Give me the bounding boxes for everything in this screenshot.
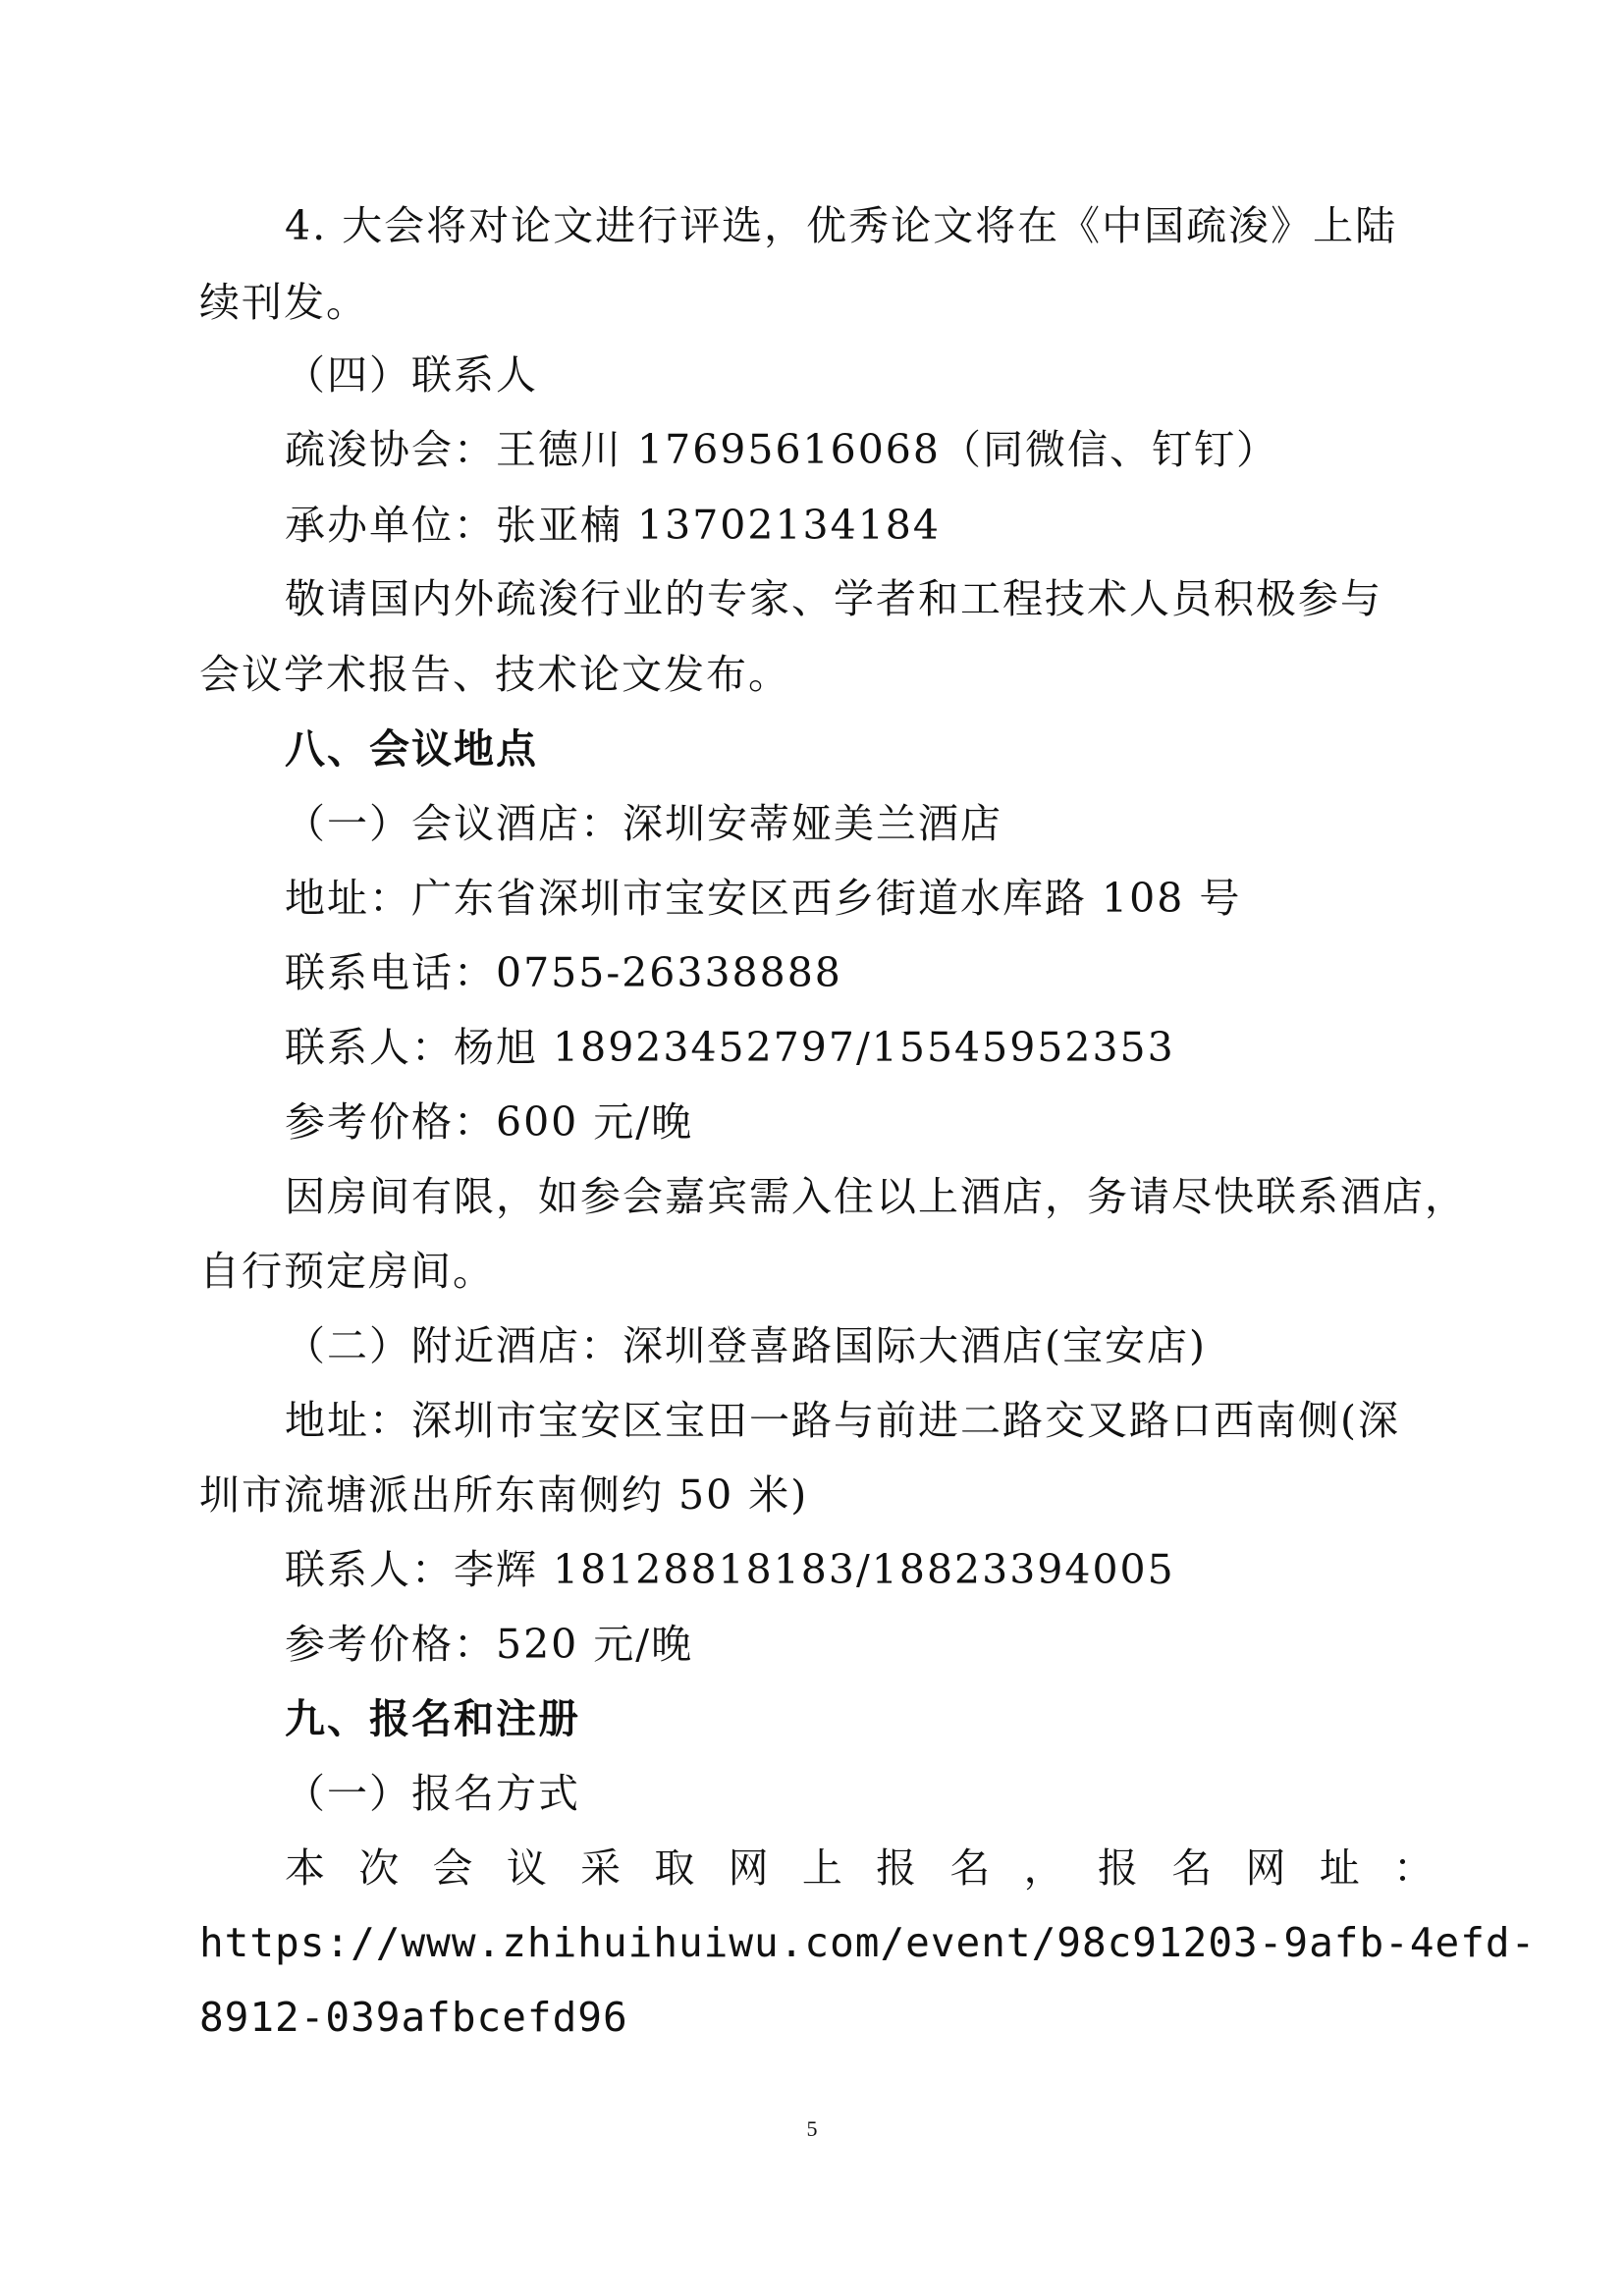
hotel1-title: （一）会议酒店：深圳安蒂娅美兰酒店	[285, 800, 1002, 847]
spread-char: 址	[1319, 1844, 1360, 1892]
contact-association: 疏浚协会：王德川 17695616068（同微信、钉钉）	[285, 426, 1278, 473]
spread-char: 议	[506, 1844, 547, 1892]
invite-line2: 会议学术报告、技术论文发布。	[199, 651, 790, 698]
hotel2-price: 参考价格：520 元/晚	[285, 1621, 694, 1668]
spread-char: 报	[876, 1844, 917, 1892]
hotel2-address-line2: 圳市流塘派出所东南侧约 50 米)	[199, 1471, 809, 1519]
hotel1-contact: 联系人：杨旭 18923452797/15545952353	[285, 1024, 1175, 1071]
hotel2-contact: 联系人：李辉 18128818183/18823394005	[285, 1546, 1175, 1593]
paragraph-paper-selection-line1: 4. 大会将对论文进行评选，优秀论文将在《中国疏浚》上陆	[285, 202, 1398, 249]
spread-char: ：	[1392, 1844, 1434, 1892]
page-number: 5	[806, 2116, 818, 2141]
spread-char: 名	[1171, 1844, 1213, 1892]
hotel1-price: 参考价格：600 元/晚	[285, 1098, 694, 1146]
invite-line1: 敬请国内外疏浚行业的专家、学者和工程技术人员积极参与	[285, 575, 1382, 622]
spread-char: 上	[801, 1844, 842, 1892]
booking-notice-line2: 自行预定房间。	[199, 1248, 495, 1295]
section9-title: 九、报名和注册	[285, 1695, 580, 1742]
spread-char: 网	[1245, 1844, 1286, 1892]
registration-url-line2[interactable]: 8912-039afbcefd96	[199, 1994, 628, 2041]
spread-char: 报	[1097, 1844, 1138, 1892]
booking-notice-line1: 因房间有限，如参会嘉宾需入住以上酒店，务请尽快联系酒店，	[285, 1173, 1467, 1220]
spread-char: ，	[1023, 1844, 1064, 1892]
paragraph-paper-selection-line2: 续刊发。	[199, 279, 368, 326]
spread-char: 采	[580, 1844, 622, 1892]
online-registration-line	[285, 1839, 1434, 1897]
hotel1-address: 地址：广东省深圳市宝安区西乡街道水库路 108 号	[285, 875, 1242, 922]
hotel1-phone: 联系电话：0755-26338888	[285, 949, 842, 996]
spread-char: 取	[654, 1844, 695, 1892]
registration-url-line1[interactable]: https://www.zhihuihuiwu.com/event/98c91203-9afb-4efd-	[199, 1919, 1537, 1966]
spread-char: 网	[728, 1844, 769, 1892]
spread-char: 名	[949, 1844, 991, 1892]
contact-heading: （四）联系人	[285, 351, 538, 399]
hotel2-title: （二）附近酒店：深圳登喜路国际大酒店(宝安店)	[285, 1322, 1207, 1369]
section8-title: 八、会议地点	[285, 725, 538, 773]
spread-char: 次	[358, 1844, 400, 1892]
registration-method-heading: （一）报名方式	[285, 1770, 580, 1817]
spread-char: 本	[285, 1844, 325, 1892]
contact-organizer: 承办单位：张亚楠 13702134184	[285, 502, 941, 549]
hotel2-address-line1: 地址：深圳市宝安区宝田一路与前进二路交叉路口西南侧(深	[285, 1397, 1400, 1444]
spread-char: 会	[432, 1844, 473, 1892]
